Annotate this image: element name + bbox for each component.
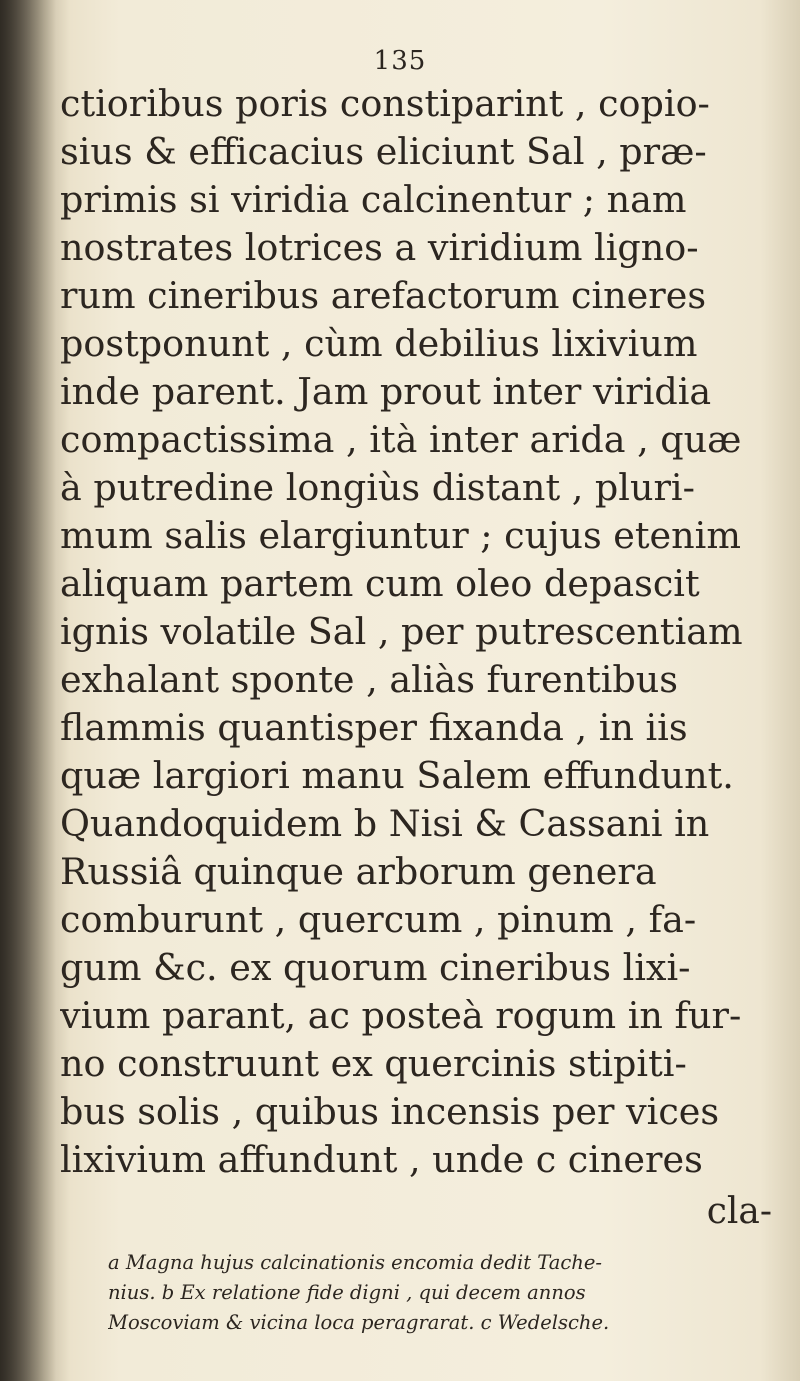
text-line: comburunt , quercum , pinum , fa-	[60, 898, 697, 941]
text-line: rum cineribus arefactorum cineres	[60, 274, 707, 317]
text-line: à putredine longiùs distant , pluri-	[60, 466, 695, 509]
footnote-line: Moscoviam & vicina loca peragrarat. c Wedelsche.	[108, 1311, 610, 1334]
text-line: lixivium affundunt , unde c cineres	[60, 1138, 703, 1181]
text-line: bus solis , quibus incensis per vices	[60, 1090, 720, 1133]
text-line: ctioribus poris constiparint , copio-	[60, 82, 710, 125]
text-line: gum &c. ex quorum cineribus lixi-	[60, 946, 691, 989]
text-line: ignis volatile Sal , per putrescentiam	[60, 610, 743, 653]
text-line: compactissima , ità inter arida , quæ	[60, 418, 742, 461]
text-line: flammis quantisper fixanda , in iis	[60, 706, 688, 749]
catchword: cla-	[706, 1191, 772, 1232]
footnote-line: a Magna hujus calcinationis encomia dedit Tache-	[108, 1251, 602, 1274]
text-line: primis si viridia calcinentur ; nam	[60, 178, 687, 221]
text-line: mum salis elargiuntur ; cujus etenim	[60, 514, 741, 557]
text-line: postponunt , cùm debilius lixivium	[60, 322, 698, 365]
text-line: vium parant, ac posteà rogum in fur-	[60, 994, 742, 1037]
text-line: inde parent. Jam prout inter viridia	[60, 370, 712, 413]
text-line: aliquam partem cum oleo depascit	[60, 562, 700, 605]
text-line: Russiâ quinque arborum genera	[60, 850, 657, 893]
text-line: sius & efficacius eliciunt Sal , præ-	[60, 130, 707, 173]
binding-gutter	[0, 0, 56, 1381]
text-line: exhalant sponte , aliàs furentibus	[60, 658, 679, 701]
text-line: nostrates lotrices a viridium ligno-	[60, 226, 699, 269]
page-number: 135	[373, 46, 427, 76]
text-line: Quandoquidem b Nisi & Cassani in	[60, 802, 710, 845]
text-line: quæ largiori manu Salem effundunt.	[60, 754, 734, 797]
footnote-line: nius. b Ex relatione fide digni , qui decem annos	[108, 1281, 586, 1304]
text-line: no construunt ex quercinis stipiti-	[60, 1042, 687, 1085]
